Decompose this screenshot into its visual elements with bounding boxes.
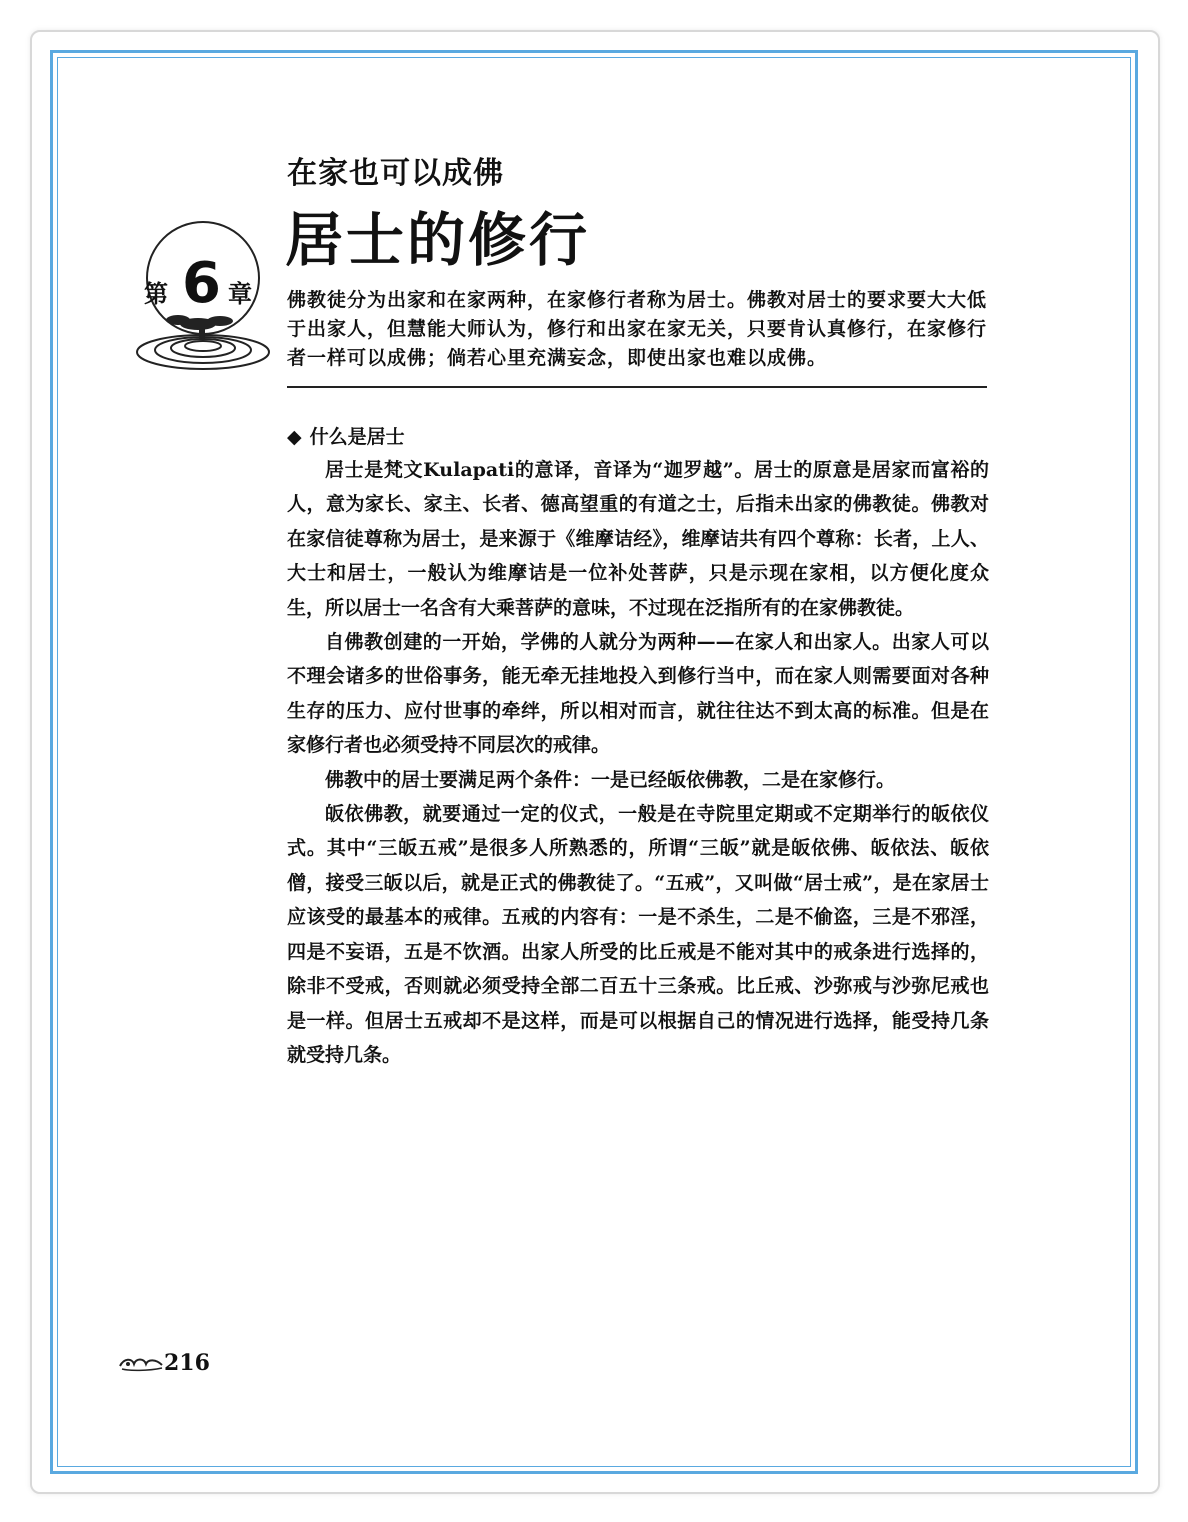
chapter-emblem-icon bbox=[128, 220, 278, 380]
paragraph: 自佛教创建的一开始，学佛的人就分为两种——在家人和出家人。出家人可以不理会诸多的世俗事务，能无牵无挂地投入到修行当中，而在家人则需要面对各种生存的压力、应付世事的牵绊，所以相对而言，就往往达不到太高的标准。但是在家修行者也必须受持不同层次的戒律。 bbox=[287, 631, 989, 757]
page-number-text: 216 bbox=[164, 1350, 210, 1376]
chapter-number: 6 bbox=[182, 251, 221, 316]
section-heading bbox=[287, 422, 405, 449]
paragraph: 佛教中的居士要满足两个条件：一是已经皈依佛教，二是在家修行。 bbox=[325, 768, 896, 791]
page-number bbox=[118, 1350, 210, 1376]
diamond-bullet-icon: ◆ bbox=[287, 426, 302, 448]
chapter-title: 居士的修行 bbox=[285, 206, 591, 274]
cloud-ornament-icon bbox=[118, 1352, 164, 1374]
body-text bbox=[287, 453, 989, 1072]
chapter-suffix: 章 bbox=[228, 280, 252, 308]
paragraph: 居士是梵文Kulapati的意译，音译为“迦罗越”。居士的原意是居家而富裕的人，意为家长、家主、长者、德高望重的有道之士，后指未出家的佛教徒。佛教对在家信徒尊称为居士，是来源于《维摩诘经》，维摩诘共有四个尊称：长者，上人、大士和居士，一般认为维摩诘是一位补处菩萨，只是示现在家相，以方便化度众生，所以居士一名含有大乘菩萨的意味，不过现在泛指所有的在家佛教徒。 bbox=[287, 459, 989, 619]
chapter-prefix: 第 bbox=[144, 280, 168, 308]
chapter-subtitle: 在家也可以成佛 bbox=[287, 156, 504, 191]
divider-rule bbox=[287, 386, 987, 388]
section-heading-text: 什么是居士 bbox=[309, 426, 405, 448]
paragraph: 皈依佛教，就要通过一定的仪式，一般是在寺院里定期或不定期举行的皈依仪式。其中“三皈五戒”是很多人所熟悉的，所谓“三皈”就是皈依佛、皈依法、皈依僧，接受三皈以后，就是正式的佛教徒了。“五戒”，又叫做“居士戒”，是在家居士应该受的最基本的戒律。五戒的内容有：一是不杀生，二是不偷盗，三是不邪淫，四是不妄语，五是不饮酒。出家人所受的比丘戒是不能对其中的戒条进行选择的，除非不受戒，否则就必须受持全部二百五十三条戒。比丘戒、沙弥戒与沙弥尼戒也是一样。但居士五戒却不是这样，而是可以根据自己的情况进行选择，能受持几条就受持几条。 bbox=[287, 803, 989, 1066]
chapter-intro: 佛教徒分为出家和在家两种，在家修行者称为居士。佛教对居士的要求要大大低于出家人，但慧能大师认为，修行和出家在家无关，只要肯认真修行，在家修行者一样可以成佛；倘若心里充满妄念，即使出家也难以成佛。 bbox=[287, 289, 988, 369]
